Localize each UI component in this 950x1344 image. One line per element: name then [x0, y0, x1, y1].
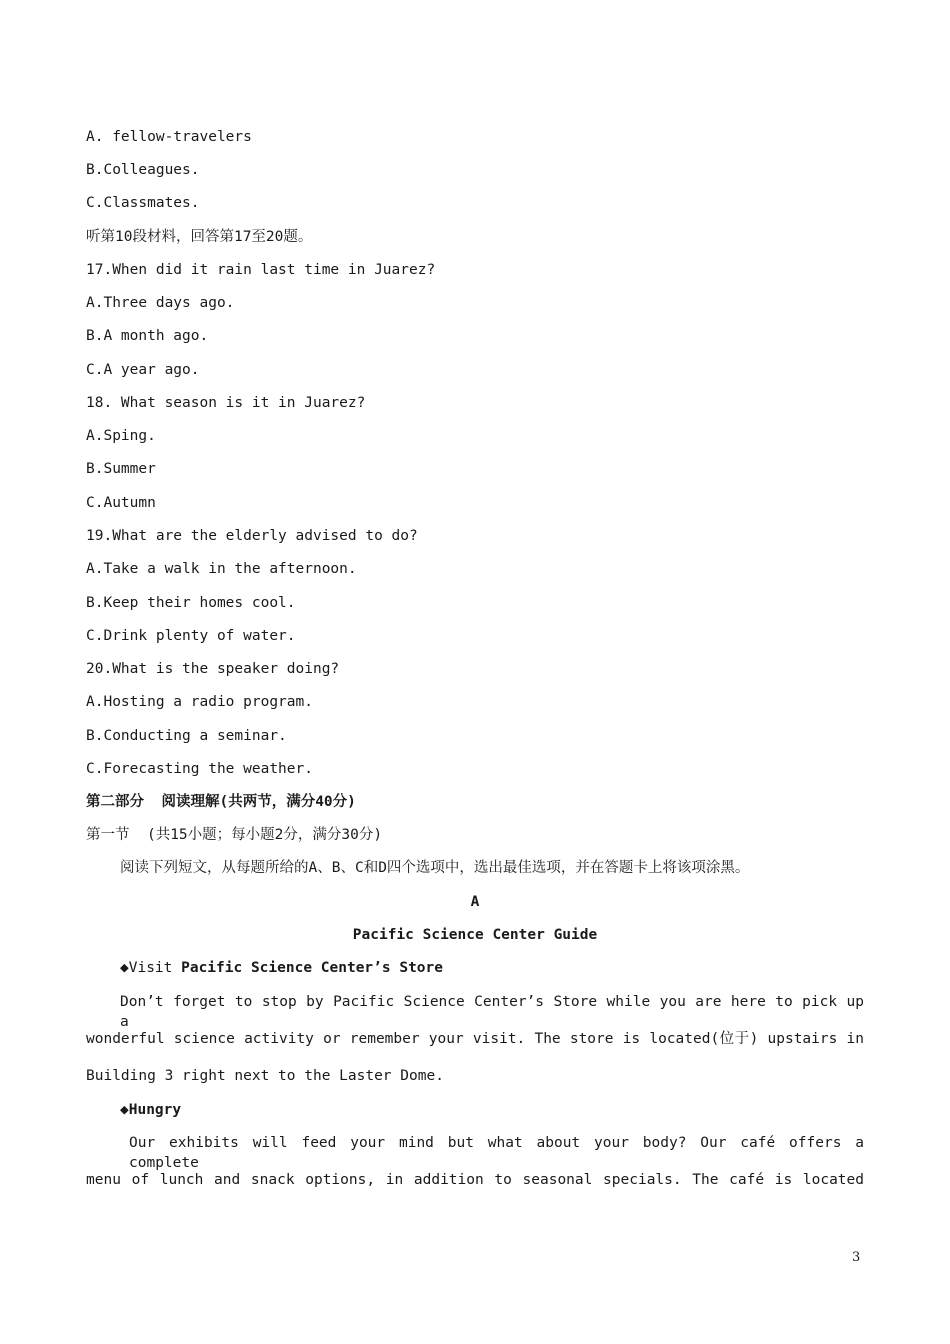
q16-option-c: C.Classmates.	[86, 195, 200, 211]
q20-option-b: B.Conducting a seminar.	[86, 728, 287, 744]
hungry-paragraph-line-1: Our exhibits will feed your mind but what about your body? Our café offers a complete	[129, 1135, 864, 1171]
q16-option-a: A. fellow-travelers	[86, 129, 252, 145]
q20-option-a: A.Hosting a radio program.	[86, 694, 313, 710]
store-paragraph-line-3: Building 3 right next to the Laster Dome.	[86, 1068, 444, 1084]
q19-option-b: B.Keep their homes cool.	[86, 595, 296, 611]
page-number: 3	[852, 1250, 861, 1265]
passage-title: Pacific Science Center Guide	[352, 927, 598, 943]
store-heading-prefix: ◆Visit	[120, 960, 182, 976]
store-heading-name: Pacific Science Center’s Store	[181, 960, 444, 976]
q17-option-a: A.Three days ago.	[86, 295, 235, 311]
q18-option-b: B.Summer	[86, 461, 156, 477]
q16-option-b: B.Colleagues.	[86, 162, 200, 178]
q18-stem: 18. What season is it in Juarez?	[86, 395, 366, 411]
q20-stem: 20.What is the speaker doing?	[86, 661, 340, 677]
q17-option-b: B.A month ago.	[86, 328, 209, 344]
store-paragraph-line-1: Don’t forget to stop by Pacific Science Center’s Store while you are here to pick up a	[120, 994, 864, 1030]
part-two-title: 第二部分 阅读理解(共两节，满分40分)	[86, 794, 356, 810]
q17-option-c: C.A year ago.	[86, 362, 200, 378]
section10-instruction: 听第10段材料，回答第17至20题。	[86, 229, 313, 245]
q19-stem: 19.What are the elderly advised to do?	[86, 528, 418, 544]
reading-instruction: 阅读下列短文，从每题所给的A、B、C和D四个选项中，选出最佳选项，并在答题卡上将该项涂黑。	[120, 860, 750, 876]
hungry-heading: ◆Hungry	[120, 1102, 182, 1118]
hungry-paragraph-line-2: menu of lunch and snack options, in addition to seasonal specials. The café is located	[86, 1172, 864, 1188]
store-paragraph-line-2: wonderful science activity or remember your visit. The store is located(位于) upstairs in	[86, 1031, 864, 1047]
q18-option-c: C.Autumn	[86, 495, 156, 511]
q19-option-a: A.Take a walk in the afternoon.	[86, 561, 357, 577]
section-one-title: 第一节 (共15小题；每小题2分，满分30分)	[86, 827, 383, 843]
passage-letter: A	[470, 894, 480, 910]
q18-option-a: A.Sping.	[86, 428, 156, 444]
q17-stem: 17.When did it rain last time in Juarez?	[86, 262, 436, 278]
store-heading	[120, 958, 443, 978]
q19-option-c: C.Drink plenty of water.	[86, 628, 296, 644]
q20-option-c: C.Forecasting the weather.	[86, 761, 313, 777]
